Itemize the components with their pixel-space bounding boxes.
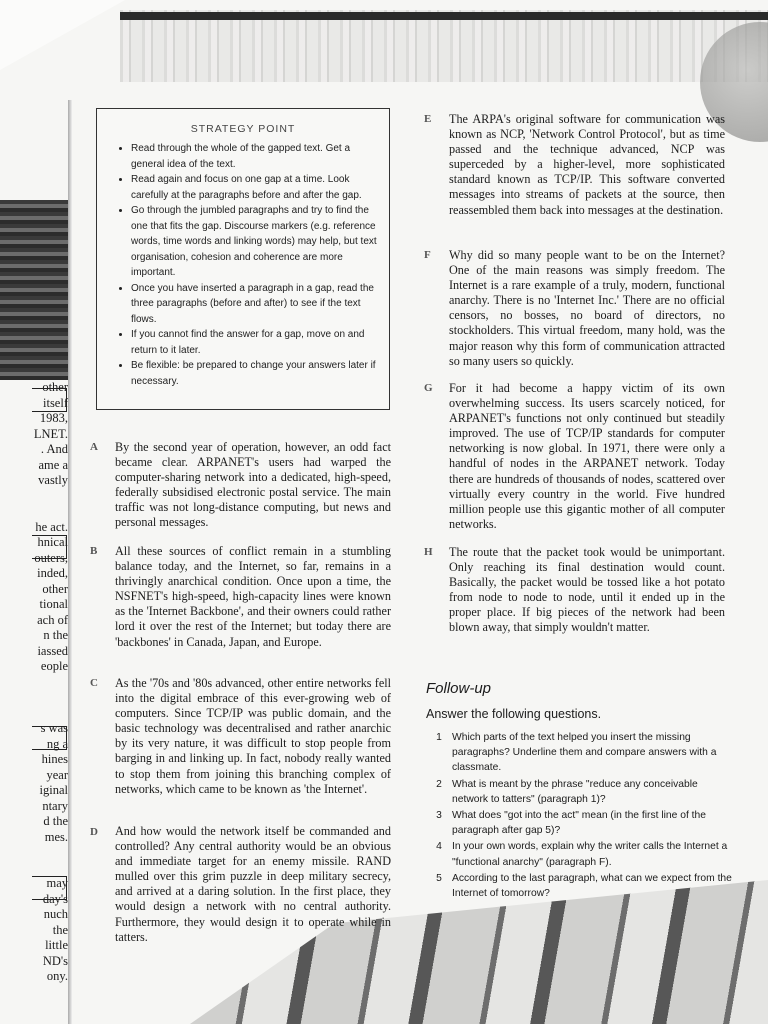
margin-fragment: LNET.: [33, 426, 68, 441]
page-corner: [0, 0, 125, 70]
margin-fragment: s was: [40, 721, 68, 735]
margin-fragment: ng a: [46, 736, 68, 751]
strategy-point-box: [96, 108, 390, 410]
gap-box-4: [32, 535, 67, 559]
strategy-bullet: • Be flexible: be prepared to change your answers later if necessary.: [131, 358, 379, 389]
question-number: 3: [436, 810, 442, 822]
margin-fragment: tional: [39, 597, 68, 611]
margin-fragment: iginal: [39, 783, 68, 797]
page-spine-shadow: [68, 100, 72, 1024]
paragraph-c: [115, 676, 391, 797]
margin-fragment: [0, 845, 68, 861]
margin-fragment: day's: [42, 891, 68, 906]
margin-fragment: nuch: [43, 907, 68, 921]
paragraph-a-text: By the second year of operation, however, an odd fact became clear. ARPANET's users had warped the computer-sharing network into a dedicated, high-speed, federally subsidised electronic postal service. The main traffic was not long-distance computing, but news and personal messages.: [115, 440, 391, 530]
paragraph-f-text: Why did so many people want to be on the Internet? One of the main reasons was simply freedom. The Internet is a rare example of a truly, modern, functional anarchy. There is no 'Internet Inc.' There are no official censors, no bosses, no board of directors, no stockholders. This virtual freedom, many hold, was the major reason why this form of communication attracted so many users so quickly.: [449, 248, 725, 368]
question-number: 2: [436, 778, 442, 790]
margin-fragment: eople: [40, 659, 68, 673]
margin-fragment: may: [46, 876, 68, 890]
strategy-point-title: STRATEGY POINT: [190, 123, 296, 135]
strategy-bullet: • Once you have inserted a paragraph in a gap, read the three paragraphs (before and after) to see if the text flows.: [131, 281, 379, 328]
question-item: [426, 808, 736, 838]
margin-fragment: other: [42, 581, 68, 596]
paragraph-letter-c: C: [90, 677, 98, 689]
strategy-point-list: [97, 141, 389, 389]
paragraph-h-text: The route that the packet took would be unimportant. Only reaching its final destination would count. Basically, the packet would be tossed like a hot potato from node to node to node, until it ended up in the proper place. If big pieces of the network had been blown away, that simply wouldn't matter.: [449, 545, 725, 635]
question-text: What does "got into the act" mean (in the first line of the paragraph after gap 5)?: [452, 810, 706, 837]
header-photo-strip: [120, 10, 768, 82]
margin-photo-strip: [0, 200, 68, 380]
paragraph-b-text: All these sources of conflict remain in a stumbling balance today, and the Internet, so far, remains in a thrivingly anarchical condition. Once upon a time, the NSFNET's high-speed, high-capacity lines were known as the 'Internet Backbone', and their owners could rather lord it over the rest of the Internet; but today there are 'backbones' in Canada, Japan, and Europe.: [115, 544, 391, 649]
margin-fragment: [0, 690, 68, 706]
paragraph-d: [115, 824, 391, 945]
paragraph-letter-e: E: [424, 113, 432, 125]
question-text: What is meant by the phrase "reduce any conceivable network to tatters" (paragraph 1)?: [452, 778, 698, 805]
gap-box-3: [32, 388, 67, 412]
margin-fragment: [0, 706, 68, 722]
margin-fragment: mes.: [44, 829, 68, 844]
paragraph-e-text: The ARPA's original software for communication was known as NCP, 'Network Control Protocol', but as time passed and the technique advanced, NCP was superceded by a higher-level, more sophisticated standard known as TCP/IP. This software converted messages into streams of packets at the source, then reassembled them back into messages at the destination.: [449, 112, 725, 217]
margin-fragment: ach of: [37, 612, 68, 627]
margin-fragment: ND's: [42, 953, 68, 968]
margin-fragment: hnical: [37, 535, 68, 549]
question-text: Which parts of the text helped you insert the missing paragraphs? Underline them and compare answers with a classmate.: [452, 732, 717, 774]
margin-fragment: he act.: [35, 519, 68, 534]
margin-fragment: ame a: [38, 457, 68, 472]
paragraph-letter-f: F: [424, 249, 431, 261]
margin-fragment: d the: [43, 814, 68, 828]
margin-fragment: outers,: [34, 550, 68, 565]
margin-fragment: little: [45, 938, 68, 952]
margin-fragment: [0, 675, 68, 691]
question-number: 4: [436, 841, 442, 853]
paragraph-a: [115, 440, 391, 531]
header-dark-edge: [120, 12, 768, 20]
question-number: 5: [436, 872, 442, 884]
margin-fragment: year: [46, 767, 68, 782]
margin-fragment: n the: [43, 628, 68, 642]
margin-fragment: [0, 861, 68, 877]
margin-fragment: . And: [40, 442, 68, 456]
question-text: In your own words, explain why the writer calls the Internet a "functional anarchy" (paragraph F).: [452, 841, 728, 868]
gap-box-5: [32, 726, 67, 750]
question-item: [426, 839, 736, 869]
follow-up-instruction: Answer the following questions.: [426, 707, 602, 721]
paragraph-letter-h: H: [424, 546, 433, 558]
strategy-bullet: • Read again and focus on one gap at a time. Look carefully at the paragraphs before and after the gap.: [131, 172, 379, 203]
paragraph-g-text: For it had become a happy victim of its own overwhelming success. Its users scarcely noticed, for ARPANET's functions not only continued but steadily improved. The use of TCP/IP standards for computer networking is now global. In 1971, there were only a handful of nodes in the ARPANET network. Today there are hundreds of thousands of nodes, scattered over virtually every country in the world. Five hundred million people use this gigantic mother of all computer networks.: [449, 381, 725, 531]
margin-fragment: hines: [41, 752, 68, 766]
margin-fragment: itself: [43, 395, 68, 410]
margin-fragment: iassed: [37, 643, 68, 658]
follow-up-questions: [426, 730, 736, 902]
follow-up-title: Follow-up: [426, 680, 492, 697]
margin-fragment: the: [52, 922, 68, 937]
paragraph-letter-b: B: [90, 545, 98, 557]
margin-fragment: [0, 489, 68, 505]
margin-fragment: [0, 504, 68, 520]
margin-fragment: other: [42, 380, 68, 394]
paragraph-e: [449, 112, 725, 218]
paragraph-f: [449, 248, 725, 369]
question-item: [426, 871, 736, 901]
strategy-bullet: • Go through the jumbled paragraphs and try to find the one that fits the gap. Discourse markers (e.g. reference words, time words and linking words) may help, but text organisation, cohesion and coherence are more important.: [131, 203, 379, 281]
paragraph-b: [115, 544, 391, 650]
paragraph-letter-g: G: [424, 382, 433, 394]
paragraph-letter-a: A: [90, 441, 98, 453]
margin-fragment: vastly: [38, 473, 68, 487]
paragraph-letter-d: D: [90, 826, 98, 838]
paragraph-h: [449, 545, 725, 636]
question-text: According to the last paragraph, what can we expect from the Internet of tomorrow?: [452, 872, 732, 900]
strategy-bullet: • Read through the whole of the gapped text. Get a general idea of the text.: [131, 141, 379, 172]
gap-box-6: [32, 876, 67, 900]
paragraph-d-text: And how would the network itself be commanded and controlled? Any central authority would be an obvious and immediate target for an enemy missile. RAND mulled over this grim puzzle in deep military secrecy, and arrived at a daring solution. In the first place, they would design a network with no central authority. Furthermore, they would design it to operate while in tatters.: [115, 824, 391, 944]
paragraph-c-text: As the '70s and '80s advanced, other entire networks fell into the digital embrace of this ever-growing web of computers. Since TCP/IP was public domain, and the basic technology was decentralised and rather anarchic by its very nature, it was difficult to stop people from barging in and linking up. In fact, nobody really wanted to stop them from joining this branching complex of networks, which came to be known as 'the Internet'.: [115, 676, 391, 796]
margin-fragment: ntary: [42, 798, 68, 813]
question-item: [426, 777, 736, 807]
margin-fragment: inded,: [37, 566, 68, 580]
margin-fragment: ony.: [46, 969, 68, 983]
strategy-bullet: • If you cannot find the answer for a gap, move on and return to it later.: [131, 327, 379, 358]
question-item: [426, 730, 736, 776]
paragraph-g: [449, 381, 725, 532]
question-number: 1: [436, 732, 442, 743]
margin-fragment: 1983,: [39, 411, 68, 425]
